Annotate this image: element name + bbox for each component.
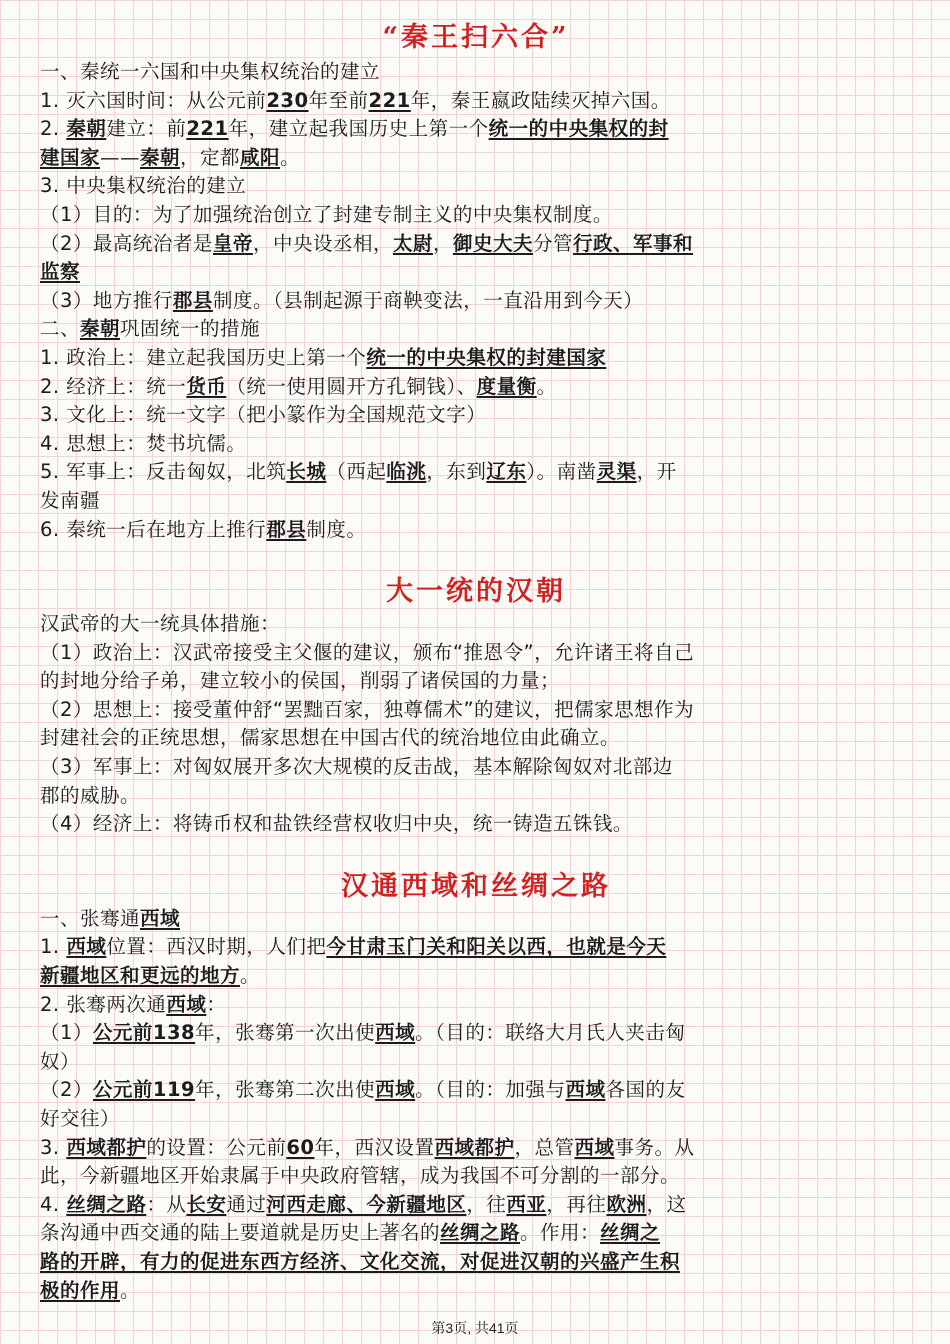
note-line: 二、秦朝巩固统一的措施: [40, 317, 261, 341]
note-line: 极的作用。: [40, 1278, 141, 1302]
note-line: （1）目的：为了加强统治创立了封建专制主义的中央集权制度。: [40, 202, 613, 226]
note-line: 1. 灭六国时间：从公元前230年至前221年，秦王嬴政陆续灭掉六国。: [40, 88, 671, 112]
note-line: （4）经济上：将铸币权和盐铁经营权收归中央，统一铸造五铢钱。: [40, 812, 633, 836]
note-line: 2. 经济上：统一货币（统一使用圆开方孔铜钱）、度量衡。: [40, 374, 557, 398]
note-line: 2. 张骞两次通西域：: [40, 992, 227, 1016]
silk-road-section-body: [40, 905, 912, 1305]
note-line: 条沟通中西交通的陆上要道就是历史上著名的丝绸之路。作用：丝绸之: [40, 1221, 661, 1245]
page-number: 第3页, 共41页: [431, 1320, 519, 1336]
note-line: 汉武帝的大一统具体措施：: [40, 612, 281, 636]
note-line: 的封地分给子弟，建立较小的侯国，削弱了诸侯国的力量；: [40, 669, 561, 693]
note-line: 1. 政治上：建立起我国历史上第一个统一的中央集权的封建国家: [40, 345, 607, 369]
note-line: 3. 中央集权统治的建立: [40, 174, 247, 198]
note-line: 2. 秦朝建立：前221年，建立起我国历史上第一个统一的中央集权的封: [40, 117, 669, 141]
note-line: （1）政治上：汉武帝接受主父偃的建议，颁布“推恩令”，允许诸王将自己: [40, 640, 695, 664]
note-line: （3）军事上：对匈奴展开多次大规模的反击战，基本解除匈奴对北部边: [40, 755, 673, 779]
qin-section-body: [40, 58, 912, 544]
note-line: 奴）: [40, 1049, 81, 1073]
note-line: 路的开辟，有力的促进东西方经济、文化交流，对促进汉朝的兴盛产生积: [40, 1249, 681, 1273]
section-title-silk-road: 汉通西域和丝绸之路: [341, 870, 611, 902]
note-line: 1. 西域位置：西汉时期，人们把今甘肃玉门关和阳关以西，也就是今天: [40, 935, 667, 959]
note-line: 6. 秦统一后在地方上推行郡县制度。: [40, 517, 367, 541]
note-line: （2）公元前119年，张骞第二次出使西域。（目的：加强与西域各国的友: [40, 1078, 686, 1102]
note-line: 一、张骞通西域: [40, 906, 181, 930]
note-line: 好交往）: [40, 1107, 121, 1130]
note-line: 5. 军事上：反击匈奴，北筑长城（西起临洮，东到辽东）。南凿灵渠，开: [40, 460, 677, 484]
note-line: 封建社会的正统思想，儒家思想在中国古代的统治地位由此确立。: [40, 726, 621, 750]
note-line: 此，今新疆地区开始隶属于中央政府管辖，成为我国不可分割的一部分。: [40, 1164, 681, 1188]
section-title-han: 大一统的汉朝: [386, 576, 566, 608]
note-line: 4. 思想上：焚书坑儒。: [40, 431, 247, 455]
section-title-qin: “秦王扫六合”: [382, 22, 570, 53]
note-line: 3. 西域都护的设置：公元前60年，西汉设置西域都护，总管西域事务。从: [40, 1135, 695, 1159]
note-line: 监察: [40, 260, 81, 284]
note-line: 郡的威胁。: [40, 783, 141, 807]
note-line: 一、秦统一六国和中央集权统治的建立: [40, 60, 381, 83]
note-line: 4. 丝绸之路：从长安通过河西走廊、今新疆地区，往西亚，再往欧洲，这: [40, 1192, 687, 1216]
han-section-body: [40, 610, 912, 839]
note-line: （3）地方推行郡县制度。（县制起源于商鞅变法，一直沿用到今天）: [40, 288, 644, 312]
note-line: 发南疆: [40, 488, 101, 512]
note-line: （2）最高统治者是皇帝，中央设丞相，太尉，御史大夫分管行政、军事和: [40, 231, 694, 255]
note-line: （1）公元前138年，张骞第一次出使西域。（目的：联络大月氏人夹击匈: [40, 1021, 686, 1045]
note-line: 3. 文化上：统一文字（把小篆作为全国规范文字）: [40, 403, 487, 427]
note-line: 新疆地区和更远的地方。: [40, 964, 261, 988]
note-line: 建国家——秦朝，定都咸阳。: [40, 145, 301, 169]
notes-page: [40, 18, 912, 1305]
note-line: （2）思想上：接受董仲舒“罢黜百家，独尊儒术”的建议，把儒家思想作为: [40, 697, 695, 721]
